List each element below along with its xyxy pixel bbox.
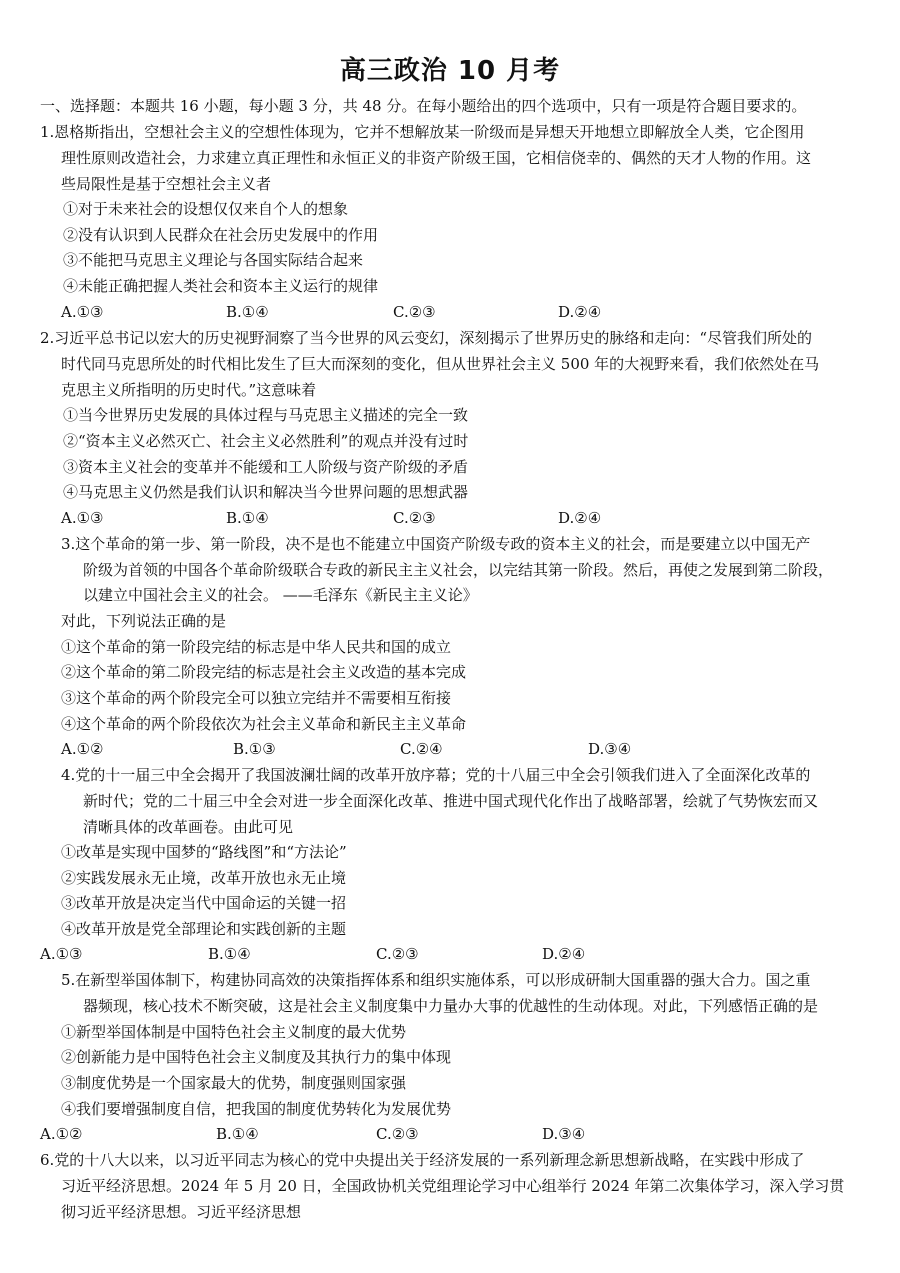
answer-options [40, 944, 740, 964]
option-b[interactable]: B.①③ [233, 740, 276, 758]
option-c[interactable]: C.②③ [376, 945, 419, 963]
option-c[interactable]: C.②③ [376, 1125, 419, 1143]
exam-title: 高三政治 10 月考 [339, 56, 561, 86]
option-d[interactable]: D.②④ [542, 945, 586, 963]
statement-item: ③这个革命的两个阶段完全可以独立完结并不需要相互衔接 [61, 689, 452, 707]
option-b[interactable]: B.①④ [226, 303, 269, 321]
option-a[interactable]: A.①③ [61, 303, 104, 321]
question-stem-line: 理性原则改造社会，力求建立真正理性和永恒正义的非资产阶级王国，它相信侥幸的、偶然的天才人物的作用。这 [61, 149, 812, 167]
statement-item: ④改革开放是党全部理论和实践创新的主题 [61, 920, 347, 938]
option-d[interactable]: D.③④ [542, 1125, 586, 1143]
question-prompt: 对此，下列说法正确的是 [61, 612, 227, 630]
question-stem-line: 清晰具体的改革画卷。由此可见 [83, 818, 294, 836]
statement-item: ④这个革命的两个阶段依次为社会主义革命和新民主主义革命 [61, 715, 467, 733]
question-stem-line: 阶级为首领的中国各个革命阶级联合专政的新民主主义社会，以完结其第一阶段。然后，再使之发展到第二阶段， [83, 561, 834, 579]
statement-item: ④我们要增强制度自信，把我国的制度优势转化为发展优势 [61, 1100, 452, 1118]
question-stem-line: 3.这个革命的第一步、第一阶段，决不是也不能建立中国资产阶级专政的资本主义的社会，而是要建立以中国无产 [61, 535, 811, 553]
statement-item: ②实践发展永无止境，改革开放也永无止境 [61, 869, 347, 887]
option-c[interactable]: C.②③ [393, 303, 436, 321]
option-b[interactable]: B.①④ [216, 1125, 259, 1143]
statement-item: ②没有认识到人民群众在社会历史发展中的作用 [63, 226, 379, 244]
statement-item: ①改革是实现中国梦的“路线图”和“方法论” [61, 843, 347, 861]
option-d[interactable]: D.③④ [588, 740, 632, 758]
statement-item: ①新型举国体制是中国特色社会主义制度的最大优势 [61, 1023, 407, 1041]
option-a[interactable]: A.①③ [40, 945, 83, 963]
question-stem-line: 新时代；党的二十届三中全会对进一步全面深化改革、推进中国式现代化作出了战略部署，绘就了气势恢宏而又 [83, 792, 819, 810]
statement-item: ①这个革命的第一阶段完结的标志是中华人民共和国的成立 [61, 638, 452, 656]
statement-item: ④马克思主义仍然是我们认识和解决当今世界问题的思想武器 [63, 483, 469, 501]
answer-options [61, 739, 761, 759]
option-b[interactable]: B.①④ [208, 945, 251, 963]
option-c[interactable]: C.②③ [393, 509, 436, 527]
question-stem-line: 习近平经济思想。2024 年 5 月 20 日，全国政协机关党组理论学习中心组举行 2024 年第二次集体学习，深入学习贯 [61, 1177, 845, 1195]
answer-options [61, 302, 761, 322]
option-a[interactable]: A.①② [40, 1125, 83, 1143]
answer-options [61, 508, 761, 528]
statement-item: ③资本主义社会的变革并不能缓和工人阶级与资产阶级的矛盾 [63, 458, 469, 476]
statement-item: ④未能正确把握人类社会和资本主义运行的规律 [63, 277, 379, 295]
question-stem-line: 5.在新型举国体制下，构建协同高效的决策指挥体系和组织实施体系，可以形成研制大国重器的强大合力。国之重 [61, 971, 811, 989]
statement-item: ②这个革命的第二阶段完结的标志是社会主义改造的基本完成 [61, 663, 467, 681]
option-c[interactable]: C.②④ [400, 740, 443, 758]
question-stem-line: 1.恩格斯指出，空想社会主义的空想性体现为，它并不想解放某一阶级而是异想天开地想立即解放全人类，它企图用 [40, 123, 805, 141]
question-stem-line: 时代同马克思所处的时代相比发生了巨大而深刻的变化，但从世界社会主义 500 年的大视野来看，我们依然处在马 [61, 355, 820, 373]
section-header: 一、选择题：本题共 16 小题，每小题 3 分，共 48 分。在每小题给出的四个选项中，只有一项是符合题目要求的。 [40, 97, 807, 115]
question-stem-line: 器频现，核心技术不断突破，这是社会主义制度集中力量办大事的优越性的生动体现。对此，下列感悟正确的是 [83, 997, 819, 1015]
option-d[interactable]: D.②④ [558, 509, 602, 527]
option-b[interactable]: B.①④ [226, 509, 269, 527]
question-stem-line: 2.习近平总书记以宏大的历史视野洞察了当今世界的风云变幻，深刻揭示了世界历史的脉络和走向：“尽管我们所处的 [40, 329, 812, 347]
statement-item: ③改革开放是决定当代中国命运的关键一招 [61, 894, 347, 912]
question-stem-line: 些局限性是基于空想社会主义者 [61, 175, 272, 193]
statement-item: ②创新能力是中国特色社会主义制度及其执行力的集中体现 [61, 1048, 452, 1066]
statement-item: ③不能把马克思主义理论与各国实际结合起来 [63, 251, 364, 269]
option-a[interactable]: A.①② [61, 740, 104, 758]
statement-item: ③制度优势是一个国家最大的优势，制度强则国家强 [61, 1074, 407, 1092]
answer-options [40, 1124, 740, 1144]
option-d[interactable]: D.②④ [558, 303, 602, 321]
statement-item: ①对于未来社会的设想仅仅来自个人的想象 [63, 200, 349, 218]
question-stem-line: 彻习近平经济思想。习近平经济思想 [61, 1203, 302, 1221]
question-stem-line: 4.党的十一届三中全会揭开了我国波澜壮阔的改革开放序幕；党的十八届三中全会引领我们进入了全面深化改革的 [61, 766, 811, 784]
option-a[interactable]: A.①③ [61, 509, 104, 527]
question-stem-line: 以建立中国社会主义的社会。 ——毛泽东《新民主主义论》 [83, 586, 478, 604]
question-stem-line: 克思主义所指明的历史时代。”这意味着 [61, 381, 317, 399]
statement-item: ②“资本主义必然灭亡、社会主义必然胜利”的观点并没有过时 [63, 432, 469, 450]
question-stem-line: 6.党的十八大以来，以习近平同志为核心的党中央提出关于经济发展的一系列新理念新思想新战略，在实践中形成了 [40, 1151, 805, 1169]
statement-item: ①当今世界历史发展的具体过程与马克思主义描述的完全一致 [63, 406, 469, 424]
